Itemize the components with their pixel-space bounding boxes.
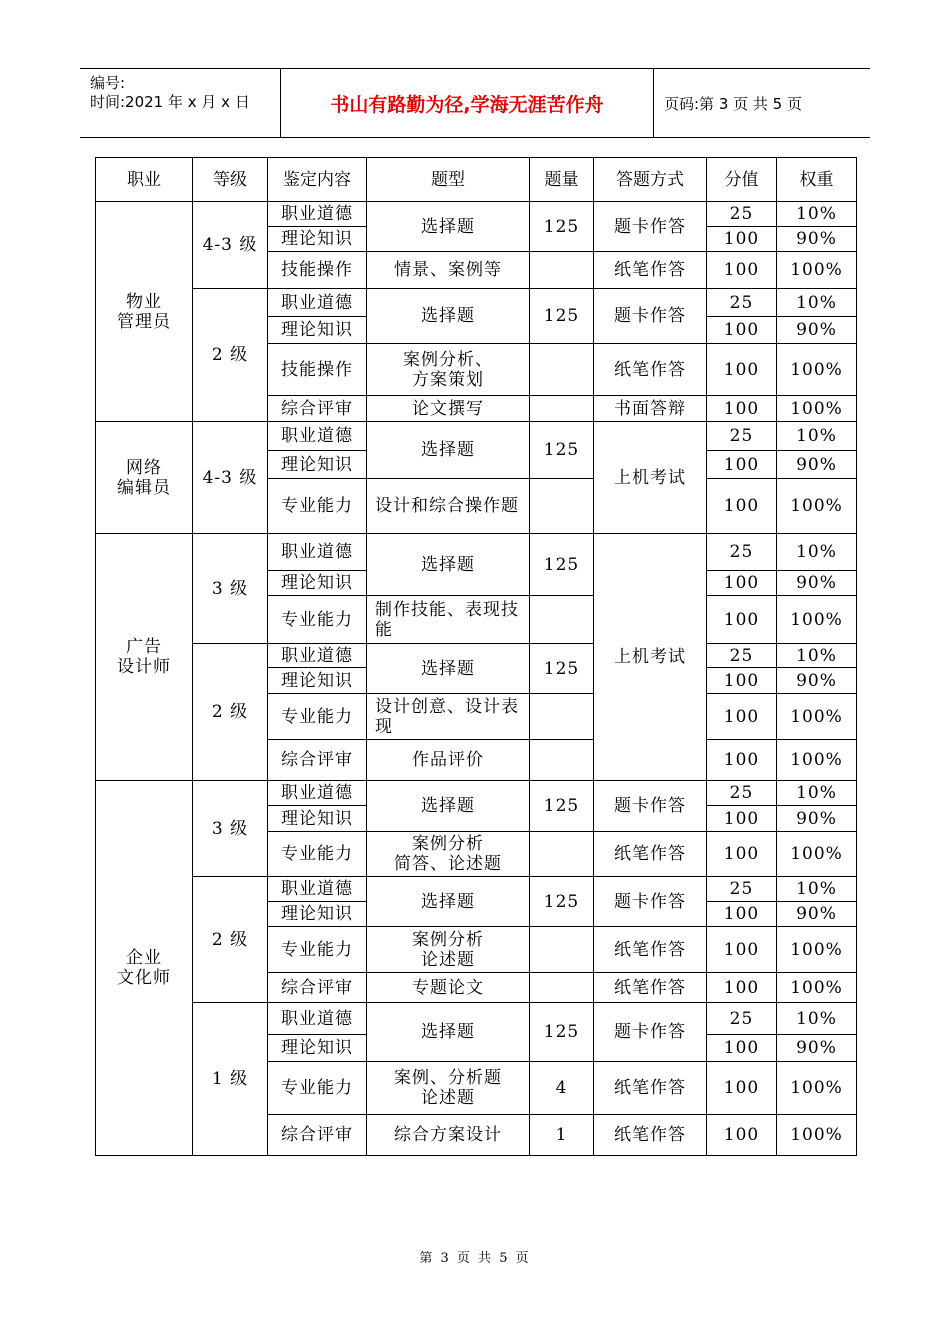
content-cell: 理论知识 [268, 317, 367, 344]
table-header-row [96, 158, 857, 202]
content-cell: 理论知识 [268, 451, 367, 479]
content-cell: 职业道德 [268, 781, 367, 806]
count-cell: 125 [530, 644, 594, 694]
score-cell: 100 [707, 344, 777, 396]
content-cell: 职业道德 [268, 877, 367, 902]
score-cell: 25 [707, 289, 777, 317]
method-cell: 上机考试 [594, 534, 707, 781]
content-cell: 理论知识 [268, 668, 367, 694]
score-cell: 100 [707, 571, 777, 596]
method-cell: 题卡作答 [594, 289, 707, 344]
content-cell: 理论知识 [268, 571, 367, 596]
weight-cell: 100% [777, 252, 857, 289]
weight-cell: 90% [777, 806, 857, 832]
content-cell: 职业道德 [268, 534, 367, 571]
content-cell: 理论知识 [268, 227, 367, 252]
exam-spec-table [95, 157, 857, 1156]
score-cell: 100 [707, 1035, 777, 1062]
content-cell: 综合评审 [268, 740, 367, 781]
page-header [80, 68, 870, 138]
score-cell: 100 [707, 479, 777, 534]
type-cell: 作品评价 [367, 740, 530, 781]
weight-cell: 100% [777, 973, 857, 1003]
score-cell: 25 [707, 422, 777, 451]
content-cell: 专业能力 [268, 927, 367, 973]
content-cell: 职业道德 [268, 1003, 367, 1035]
type-cell: 选择题 [367, 534, 530, 596]
page-footer: 第 3 页 共 5 页 [419, 1251, 531, 1266]
method-cell: 纸笔作答 [594, 1115, 707, 1156]
score-cell: 100 [707, 806, 777, 832]
occupation-cell: 物业 管理员 [96, 202, 193, 422]
level-cell: 3 级 [193, 781, 268, 877]
type-cell: 专题论文 [367, 973, 530, 1003]
header-page-number: 页码:第 3 页 共 5 页 [664, 94, 802, 113]
content-cell: 专业能力 [268, 694, 367, 740]
score-cell: 100 [707, 596, 777, 644]
method-cell: 上机考试 [594, 422, 707, 534]
occupation-cell: 广告 设计师 [96, 534, 193, 781]
count-cell: 125 [530, 289, 594, 344]
table-row [96, 644, 857, 668]
content-cell: 理论知识 [268, 806, 367, 832]
method-cell: 纸笔作答 [594, 1062, 707, 1115]
count-cell: 4 [530, 1062, 594, 1115]
type-cell: 案例分析、 方案策划 [367, 344, 530, 396]
content-cell: 综合评审 [268, 396, 367, 422]
weight-cell: 90% [777, 451, 857, 479]
occupation-cell: 网络 编辑员 [96, 422, 193, 534]
weight-cell: 10% [777, 781, 857, 806]
score-cell: 100 [707, 1062, 777, 1115]
weight-cell: 10% [777, 1003, 857, 1035]
level-cell: 2 级 [193, 289, 268, 422]
weight-cell: 100% [777, 1062, 857, 1115]
level-cell: 1 级 [193, 1003, 268, 1156]
count-cell: 125 [530, 202, 594, 252]
score-cell: 25 [707, 534, 777, 571]
content-cell: 技能操作 [268, 344, 367, 396]
header-level: 等级 [193, 158, 268, 202]
table-row [96, 1003, 857, 1035]
level-cell: 4-3 级 [193, 202, 268, 289]
method-cell: 题卡作答 [594, 202, 707, 252]
weight-cell: 90% [777, 902, 857, 927]
method-cell: 书面答辩 [594, 396, 707, 422]
count-cell: 125 [530, 1003, 594, 1062]
score-cell: 100 [707, 317, 777, 344]
weight-cell: 100% [777, 396, 857, 422]
score-cell: 100 [707, 396, 777, 422]
weight-cell: 90% [777, 317, 857, 344]
type-cell: 设计创意、设计表现 [367, 694, 530, 740]
count-cell [530, 694, 594, 740]
count-cell [530, 927, 594, 973]
table-row [96, 289, 857, 317]
table-row [96, 422, 857, 451]
weight-cell: 90% [777, 1035, 857, 1062]
weight-cell: 10% [777, 422, 857, 451]
weight-cell: 100% [777, 344, 857, 396]
type-cell: 选择题 [367, 644, 530, 694]
score-cell: 100 [707, 668, 777, 694]
content-cell: 职业道德 [268, 289, 367, 317]
document-time-label: 时间:2021 年 x 月 x 日 [90, 93, 250, 111]
score-cell: 25 [707, 781, 777, 806]
score-cell: 100 [707, 832, 777, 877]
score-cell: 100 [707, 1115, 777, 1156]
score-cell: 100 [707, 252, 777, 289]
header-content: 鉴定内容 [268, 158, 367, 202]
method-cell: 题卡作答 [594, 877, 707, 927]
table-row [96, 877, 857, 902]
count-cell: 125 [530, 422, 594, 479]
table-row [96, 781, 857, 806]
count-cell [530, 344, 594, 396]
count-cell [530, 596, 594, 644]
count-cell [530, 252, 594, 289]
content-cell: 理论知识 [268, 902, 367, 927]
type-cell: 综合方案设计 [367, 1115, 530, 1156]
weight-cell: 90% [777, 227, 857, 252]
method-cell: 题卡作答 [594, 1003, 707, 1062]
score-cell: 25 [707, 877, 777, 902]
header-score: 分值 [707, 158, 777, 202]
type-cell: 选择题 [367, 422, 530, 479]
score-cell: 100 [707, 227, 777, 252]
method-cell: 纸笔作答 [594, 973, 707, 1003]
weight-cell: 10% [777, 644, 857, 668]
count-cell [530, 740, 594, 781]
score-cell: 100 [707, 694, 777, 740]
score-cell: 25 [707, 202, 777, 227]
count-cell [530, 973, 594, 1003]
content-cell: 职业道德 [268, 422, 367, 451]
weight-cell: 90% [777, 668, 857, 694]
type-cell: 选择题 [367, 877, 530, 927]
weight-cell: 10% [777, 289, 857, 317]
method-cell: 纸笔作答 [594, 344, 707, 396]
content-cell: 专业能力 [268, 832, 367, 877]
method-cell: 纸笔作答 [594, 832, 707, 877]
count-cell [530, 832, 594, 877]
count-cell [530, 479, 594, 534]
weight-cell: 100% [777, 927, 857, 973]
level-cell: 4-3 级 [193, 422, 268, 534]
content-cell: 技能操作 [268, 252, 367, 289]
type-cell: 设计和综合操作题 [367, 479, 530, 534]
weight-cell: 100% [777, 694, 857, 740]
score-cell: 100 [707, 740, 777, 781]
weight-cell: 100% [777, 832, 857, 877]
score-cell: 100 [707, 973, 777, 1003]
content-cell: 综合评审 [268, 1115, 367, 1156]
header-occupation: 职业 [96, 158, 193, 202]
header-meta [80, 69, 281, 137]
count-cell [530, 396, 594, 422]
type-cell: 案例分析 简答、论述题 [367, 832, 530, 877]
count-cell: 125 [530, 534, 594, 596]
weight-cell: 100% [777, 1115, 857, 1156]
type-cell: 案例分析 论述题 [367, 927, 530, 973]
content-cell: 综合评审 [268, 973, 367, 1003]
type-cell: 选择题 [367, 289, 530, 344]
score-cell: 100 [707, 451, 777, 479]
level-cell: 3 级 [193, 534, 268, 644]
content-cell: 职业道德 [268, 202, 367, 227]
score-cell: 100 [707, 902, 777, 927]
method-cell: 题卡作答 [594, 781, 707, 832]
type-cell: 选择题 [367, 1003, 530, 1062]
header-slogan: 书山有路勤为径,学海无涯苦作舟 [281, 69, 654, 137]
occupation-cell: 企业 文化师 [96, 781, 193, 1156]
header-question-type: 题型 [367, 158, 530, 202]
header-answer-method: 答题方式 [594, 158, 707, 202]
method-cell: 纸笔作答 [594, 927, 707, 973]
type-cell: 情景、案例等 [367, 252, 530, 289]
score-cell: 25 [707, 644, 777, 668]
content-cell: 理论知识 [268, 1035, 367, 1062]
table-row [96, 202, 857, 227]
content-cell: 专业能力 [268, 479, 367, 534]
content-cell: 专业能力 [268, 1062, 367, 1115]
content-cell: 职业道德 [268, 644, 367, 668]
header-weight: 权重 [777, 158, 857, 202]
score-cell: 25 [707, 1003, 777, 1035]
type-cell: 选择题 [367, 781, 530, 832]
count-cell: 1 [530, 1115, 594, 1156]
score-cell: 100 [707, 927, 777, 973]
weight-cell: 100% [777, 740, 857, 781]
content-cell: 专业能力 [268, 596, 367, 644]
type-cell: 案例、分析题 论述题 [367, 1062, 530, 1115]
weight-cell: 90% [777, 571, 857, 596]
weight-cell: 10% [777, 534, 857, 571]
type-cell: 选择题 [367, 202, 530, 252]
weight-cell: 10% [777, 202, 857, 227]
table-row [96, 534, 857, 571]
count-cell: 125 [530, 781, 594, 832]
document-number-label: 编号: [90, 74, 126, 92]
weight-cell: 10% [777, 877, 857, 902]
method-cell: 纸笔作答 [594, 252, 707, 289]
header-question-count: 题量 [530, 158, 594, 202]
type-cell: 论文撰写 [367, 396, 530, 422]
level-cell: 2 级 [193, 644, 268, 781]
weight-cell: 100% [777, 479, 857, 534]
level-cell: 2 级 [193, 877, 268, 1003]
type-cell: 制作技能、表现技能 [367, 596, 530, 644]
count-cell: 125 [530, 877, 594, 927]
weight-cell: 100% [777, 596, 857, 644]
